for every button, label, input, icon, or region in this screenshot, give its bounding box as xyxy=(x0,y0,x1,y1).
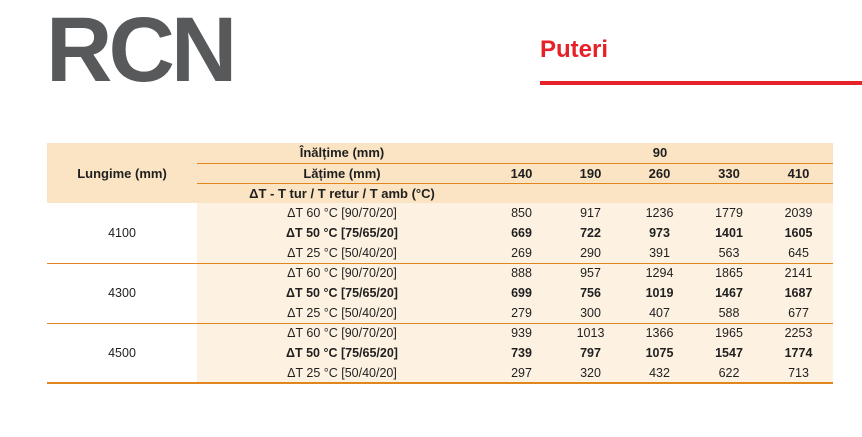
value-cell: 1965 xyxy=(694,323,764,343)
value-cell: 1865 xyxy=(694,263,764,283)
value-cell: 290 xyxy=(556,243,625,263)
value-cell: 588 xyxy=(694,303,764,323)
deltat-header-spacer xyxy=(487,183,833,203)
value-cell: 1019 xyxy=(625,283,694,303)
value-cell: 939 xyxy=(487,323,556,343)
value-cell: 622 xyxy=(694,363,764,383)
width-col-header: 140 xyxy=(487,163,556,183)
value-cell: 1294 xyxy=(625,263,694,283)
brand-logo: RCN xyxy=(46,0,234,101)
value-cell: 957 xyxy=(556,263,625,283)
value-cell: 645 xyxy=(764,243,833,263)
value-cell: 279 xyxy=(487,303,556,323)
value-cell: 1075 xyxy=(625,343,694,363)
value-cell: 269 xyxy=(487,243,556,263)
row-label: ΔT 25 °C [50/40/20] xyxy=(197,243,487,263)
value-cell: 297 xyxy=(487,363,556,383)
value-cell: 1779 xyxy=(694,203,764,223)
value-cell: 1013 xyxy=(556,323,625,343)
width-col-header: 330 xyxy=(694,163,764,183)
lungime-value-cell: 4100 xyxy=(47,203,197,263)
lungime-value-cell: 4500 xyxy=(47,323,197,383)
power-table-container xyxy=(47,143,833,384)
width-col-header: 260 xyxy=(625,163,694,183)
value-cell: 1605 xyxy=(764,223,833,243)
table-row xyxy=(47,203,833,223)
value-cell: 391 xyxy=(625,243,694,263)
page-title: Puteri xyxy=(540,36,609,63)
value-cell: 699 xyxy=(487,283,556,303)
value-cell: 432 xyxy=(625,363,694,383)
lungime-value-cell: 4300 xyxy=(47,263,197,323)
lungime-header-cell: Lungime (mm) xyxy=(47,143,197,203)
inaltime-value-cell: 90 xyxy=(487,143,833,163)
value-cell: 1401 xyxy=(694,223,764,243)
row-label: ΔT 25 °C [50/40/20] xyxy=(197,303,487,323)
value-cell: 973 xyxy=(625,223,694,243)
row-label: ΔT 60 °C [90/70/20] xyxy=(197,323,487,343)
table-row xyxy=(47,263,833,283)
latime-label-cell: Lățime (mm) xyxy=(197,163,487,183)
row-label: ΔT 50 °C [75/65/20] xyxy=(197,223,487,243)
row-label: ΔT 50 °C [75/65/20] xyxy=(197,283,487,303)
value-cell: 888 xyxy=(487,263,556,283)
row-label: ΔT 50 °C [75/65/20] xyxy=(197,343,487,363)
value-cell: 320 xyxy=(556,363,625,383)
value-cell: 300 xyxy=(556,303,625,323)
value-cell: 1547 xyxy=(694,343,764,363)
inaltime-label-cell: Înălțime (mm) xyxy=(197,143,487,163)
power-table xyxy=(47,143,833,384)
value-cell: 722 xyxy=(556,223,625,243)
value-cell: 677 xyxy=(764,303,833,323)
value-cell: 797 xyxy=(556,343,625,363)
value-cell: 756 xyxy=(556,283,625,303)
value-cell: 713 xyxy=(764,363,833,383)
row-label: ΔT 25 °C [50/40/20] xyxy=(197,363,487,383)
value-cell: 1467 xyxy=(694,283,764,303)
row-label: ΔT 60 °C [90/70/20] xyxy=(197,203,487,223)
value-cell: 1774 xyxy=(764,343,833,363)
value-cell: 669 xyxy=(487,223,556,243)
value-cell: 2253 xyxy=(764,323,833,343)
table-row xyxy=(47,323,833,343)
width-col-header: 410 xyxy=(764,163,833,183)
value-cell: 563 xyxy=(694,243,764,263)
value-cell: 917 xyxy=(556,203,625,223)
title-underline xyxy=(540,81,862,85)
row-label: ΔT 60 °C [90/70/20] xyxy=(197,263,487,283)
width-col-header: 190 xyxy=(556,163,625,183)
value-cell: 407 xyxy=(625,303,694,323)
deltat-header-cell: ΔT - T tur / T retur / T amb (°C) xyxy=(197,183,487,203)
value-cell: 1366 xyxy=(625,323,694,343)
value-cell: 1687 xyxy=(764,283,833,303)
value-cell: 2141 xyxy=(764,263,833,283)
value-cell: 739 xyxy=(487,343,556,363)
value-cell: 2039 xyxy=(764,203,833,223)
value-cell: 850 xyxy=(487,203,556,223)
value-cell: 1236 xyxy=(625,203,694,223)
header-row-inaltime xyxy=(47,143,833,163)
